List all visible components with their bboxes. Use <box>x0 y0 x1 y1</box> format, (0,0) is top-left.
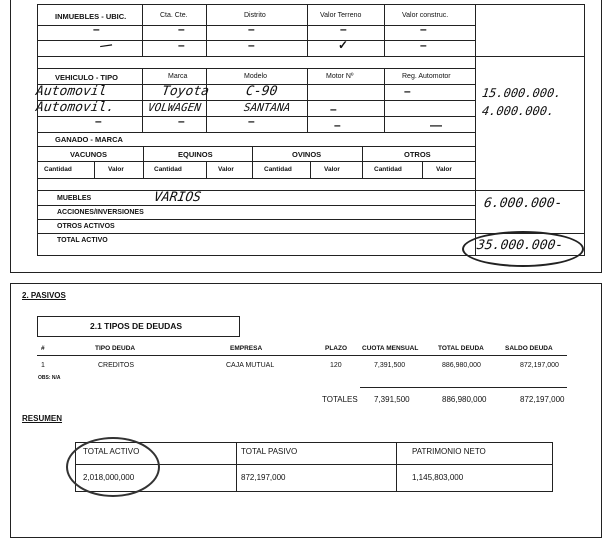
equinos-header: EQUINOS <box>178 150 213 159</box>
pasivos-title: 2. PASIVOS <box>22 291 66 300</box>
ganado-label: GANADO - MARCA <box>55 135 123 144</box>
vehicle-row-2-tipo: Automovil. <box>34 100 116 115</box>
totales-label: TOTALES <box>322 395 358 404</box>
vehicle-row-2-modelo: SANTANA <box>243 101 292 114</box>
vehiculo-tipo-header: VEHICULO - TIPO <box>55 73 118 82</box>
resumen-value-pasivo: 872,197,000 <box>241 473 286 482</box>
vehicle-row-1-modelo: C-90 <box>244 84 279 99</box>
valor-construc-header: Valor construc. <box>402 12 449 19</box>
deuda-row-empresa: CAJA MUTUAL <box>226 362 275 369</box>
deuda-row-cuota: 7,391,500 <box>374 362 406 369</box>
vehicle-row-1-valor: 15.000.000. <box>481 86 563 100</box>
cta-cte-header: Cta. Cte. <box>160 12 188 19</box>
deuda-row-saldo: 872,197,000 <box>520 362 559 369</box>
totales-saldo: 872,197,000 <box>520 395 565 404</box>
deuda-row-plazo: 120 <box>330 362 342 369</box>
totales-total: 886,980,000 <box>442 395 487 404</box>
muebles-value: VARIOS <box>152 190 203 205</box>
resumen-header-activo: TOTAL ACTIVO <box>83 447 140 456</box>
resumen-value-activo: 2,018,000,000 <box>83 473 135 482</box>
deuda-row-num: 1 <box>41 362 45 369</box>
deudas-title: 2.1 TIPOS DE DEUDAS <box>90 321 183 331</box>
vehicle-row-1-marca: Toyota <box>160 84 211 99</box>
totales-cuota: 7,391,500 <box>374 395 410 404</box>
motor-header: Motor Nº <box>326 73 354 80</box>
vacunos-header: VACUNOS <box>70 150 107 159</box>
modelo-header: Modelo <box>244 73 267 80</box>
otros-activos-label: OTROS ACTIVOS <box>57 223 115 230</box>
vehicle-row-2-marca: VOLWAGEN <box>147 101 202 114</box>
resumen-title: RESUMEN <box>22 414 63 423</box>
deuda-row-total: 886,980,000 <box>442 362 481 369</box>
total-activo-label: TOTAL ACTIVO <box>57 237 108 244</box>
ovinos-header: OVINOS <box>292 150 322 159</box>
muebles-amount: 6.000.000- <box>482 196 564 211</box>
resumen-value-patrimonio: 1,145,803,000 <box>412 473 464 482</box>
obs-note: OBS: N/A <box>38 375 61 381</box>
resumen-header-patrimonio: PATRIMONIO NETO <box>412 447 486 456</box>
total-activo-circle <box>462 231 584 267</box>
acciones-label: ACCIONES/INVERSIONES <box>57 209 144 216</box>
vehicle-row-1-tipo: Automovil <box>34 84 108 99</box>
valor-terreno-header: Valor Terreno <box>320 12 362 19</box>
inmuebles-header: INMUEBLES - UBIC. <box>55 12 127 21</box>
vehicle-row-2-valor: 4.000.000. <box>481 104 556 118</box>
deuda-row-tipo: CREDITOS <box>98 362 135 369</box>
distrito-header: Distrito <box>244 12 266 19</box>
otros-header: OTROS <box>404 150 431 159</box>
marca-header: Marca <box>168 73 188 80</box>
muebles-label: MUEBLES <box>57 195 92 202</box>
total-activo-value: 35.000.000- <box>475 238 565 253</box>
resumen-activo-circle <box>66 437 160 497</box>
reg-automotor-header: Reg. Automotor <box>402 73 451 80</box>
resumen-header-pasivo: TOTAL PASIVO <box>241 447 298 456</box>
